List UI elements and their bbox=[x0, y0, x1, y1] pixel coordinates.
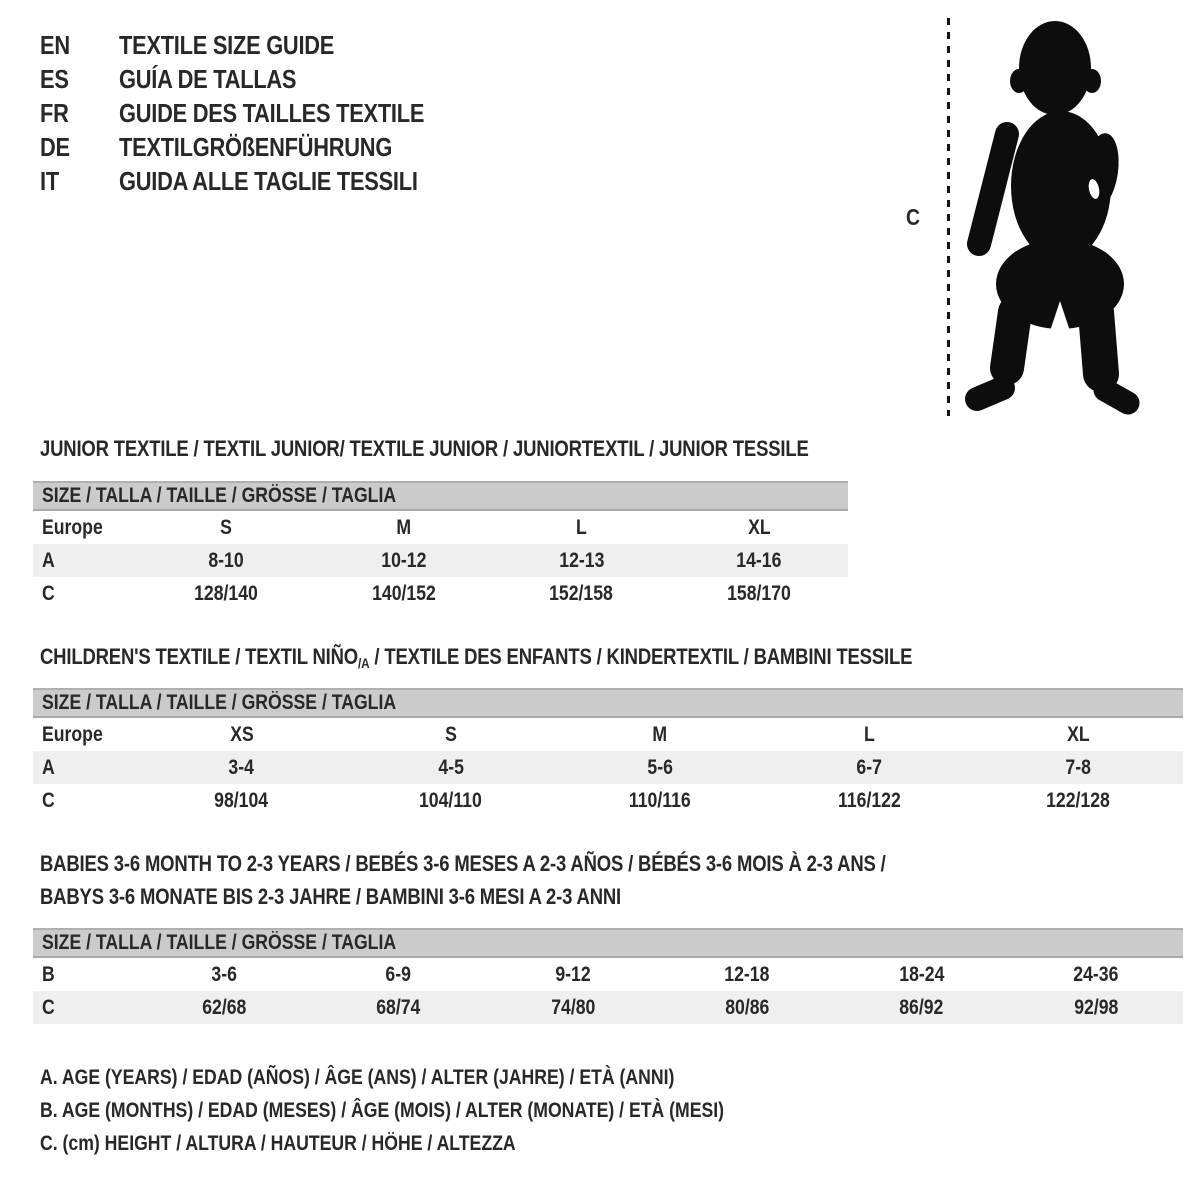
language-header bbox=[40, 28, 482, 198]
size-cell: XL bbox=[747, 515, 771, 539]
legend-line-a: A. AGE (YEARS) / EDAD (AÑOS) / ÂGE (ANS) / ALTER (JAHRE) / ETÀ (ANNI) bbox=[40, 1065, 675, 1089]
table-row-height bbox=[33, 784, 1183, 817]
height-cell: 98/104 bbox=[214, 788, 269, 812]
months-cell: 12-18 bbox=[724, 962, 770, 986]
language-code: IT bbox=[40, 165, 59, 196]
height-cell: 68/74 bbox=[376, 995, 421, 1019]
legend-line-b: B. AGE (MONTHS) / EDAD (MESES) / ÂGE (MOIS) / ALTER (MONATE) / ETÀ (MESI) bbox=[40, 1098, 725, 1122]
language-row bbox=[40, 96, 482, 130]
size-cell: XL bbox=[1067, 722, 1090, 746]
babies-title-line1: BABIES 3-6 MONTH TO 2-3 YEARS / BEBÉS 3-6 MESES A 2-3 AÑOS / BÉBÉS 3-6 MOIS À 2-3 ANS / bbox=[40, 850, 886, 876]
language-code: ES bbox=[40, 63, 69, 94]
size-cell: S bbox=[444, 722, 457, 746]
title-subscript: /A bbox=[357, 655, 370, 671]
language-row bbox=[40, 28, 482, 62]
height-cell: 80/86 bbox=[725, 995, 770, 1019]
age-cell: 3-4 bbox=[228, 755, 255, 779]
table-row-height bbox=[33, 577, 848, 610]
age-cell: 6-7 bbox=[856, 755, 882, 779]
language-title: GUIDA ALLE TAGLIE TESSILI bbox=[119, 165, 418, 196]
row-label: C bbox=[42, 788, 55, 812]
height-cell: 116/122 bbox=[837, 788, 901, 812]
size-header-text: SIZE / TALLA / TAILLE / GRÖSSE / TAGLIA bbox=[42, 691, 397, 714]
row-label: B bbox=[42, 962, 55, 986]
language-title: GUÍA DE TALLAS bbox=[119, 63, 297, 94]
language-code: FR bbox=[40, 97, 69, 128]
language-code: EN bbox=[40, 29, 70, 60]
children-section-title: CHILDREN'S TEXTILE / TEXTIL NIÑO/A / TEXTILE DES ENFANTS / KINDERTEXTIL / BAMBINI TESSILE bbox=[40, 644, 913, 671]
size-header-text: SIZE / TALLA / TAILLE / GRÖSSE / TAGLIA bbox=[42, 484, 397, 507]
size-cell: M bbox=[396, 515, 411, 539]
height-cell: 86/92 bbox=[899, 995, 944, 1019]
size-header-text: SIZE / TALLA / TAILLE / GRÖSSE / TAGLIA bbox=[42, 931, 397, 954]
age-cell: 5-6 bbox=[647, 755, 673, 779]
row-label: A bbox=[42, 755, 55, 779]
babies-size-table bbox=[33, 928, 1183, 1024]
size-header-band bbox=[33, 928, 1183, 958]
row-label: Europe bbox=[42, 722, 103, 746]
babies-title-line2: BABYS 3-6 MONATE BIS 2-3 JAHRE / BAMBINI 3-6 MESI A 2-3 ANNI bbox=[40, 883, 622, 909]
age-cell: 8-10 bbox=[208, 548, 244, 572]
row-label: Europe bbox=[42, 515, 103, 539]
age-cell: 12-13 bbox=[558, 548, 604, 572]
children-size-table bbox=[33, 688, 1183, 817]
toddler-silhouette-image bbox=[963, 16, 1140, 418]
size-cell: S bbox=[219, 515, 232, 539]
table-row-months bbox=[33, 958, 1183, 991]
height-cell: 110/116 bbox=[629, 788, 691, 812]
size-cell: L bbox=[575, 515, 587, 539]
height-cell: 104/110 bbox=[419, 788, 483, 812]
age-cell: 10-12 bbox=[381, 548, 427, 572]
months-cell: 6-9 bbox=[385, 962, 412, 986]
height-cell: 158/170 bbox=[727, 581, 792, 605]
height-cell: 128/140 bbox=[193, 581, 258, 605]
language-row bbox=[40, 130, 482, 164]
height-measure-line bbox=[947, 18, 950, 416]
height-measure-label: C bbox=[906, 204, 920, 230]
legend-line-c: C. (cm) HEIGHT / ALTURA / HAUTEUR / HÖHE / ALTEZZA bbox=[40, 1131, 516, 1155]
height-cell: 62/68 bbox=[202, 995, 247, 1019]
height-cell: 152/158 bbox=[549, 581, 614, 605]
height-cell: 92/98 bbox=[1073, 995, 1118, 1019]
months-cell: 3-6 bbox=[211, 962, 237, 986]
language-row bbox=[40, 62, 482, 96]
height-cell: 140/152 bbox=[371, 581, 436, 605]
size-cell: M bbox=[652, 722, 668, 746]
row-label: C bbox=[42, 581, 55, 605]
height-cell: 122/128 bbox=[1046, 788, 1111, 812]
junior-size-table bbox=[33, 481, 848, 610]
language-title: TEXTILGRÖßENFÜHRUNG bbox=[119, 131, 393, 162]
table-row-europe bbox=[33, 511, 848, 544]
size-header-band bbox=[33, 481, 848, 511]
size-header-band bbox=[33, 688, 1183, 718]
language-title: TEXTILE SIZE GUIDE bbox=[119, 29, 335, 60]
language-code: DE bbox=[40, 131, 70, 162]
size-cell: L bbox=[863, 722, 875, 746]
table-row-age bbox=[33, 751, 1183, 784]
age-cell: 7-8 bbox=[1065, 755, 1092, 779]
months-cell: 18-24 bbox=[898, 962, 945, 986]
row-label: A bbox=[42, 548, 55, 572]
age-cell: 4-5 bbox=[438, 755, 464, 779]
age-cell: 14-16 bbox=[736, 548, 782, 572]
row-label: C bbox=[42, 995, 55, 1019]
size-cell: XS bbox=[229, 722, 254, 746]
table-row-height bbox=[33, 991, 1183, 1024]
height-cell: 74/80 bbox=[550, 995, 595, 1019]
babies-section-title bbox=[40, 847, 1047, 913]
junior-section-title: JUNIOR TEXTILE / TEXTIL JUNIOR/ TEXTILE JUNIOR / JUNIORTEXTIL / JUNIOR TESSILE bbox=[40, 436, 809, 461]
table-row-age bbox=[33, 544, 848, 577]
legend bbox=[40, 1061, 854, 1160]
language-row bbox=[40, 164, 482, 198]
months-cell: 9-12 bbox=[555, 962, 591, 986]
months-cell: 24-36 bbox=[1073, 962, 1119, 986]
table-row-europe bbox=[33, 718, 1183, 751]
language-title: GUIDE DES TAILLES TEXTILE bbox=[119, 97, 425, 128]
